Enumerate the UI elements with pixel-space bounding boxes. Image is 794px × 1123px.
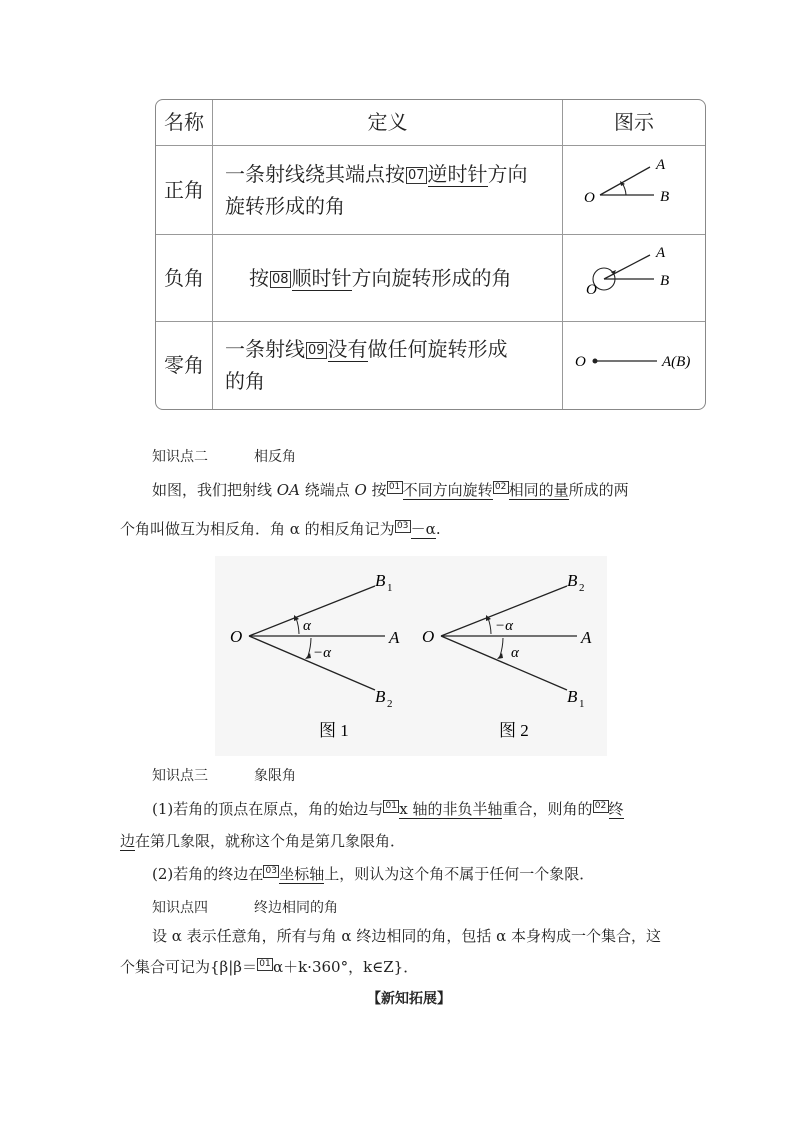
svg-text:B: B: [660, 189, 670, 205]
svg-text:A(B): A(B): [662, 353, 691, 370]
header-diagram: 图示: [563, 100, 706, 145]
svg-text:A: A: [656, 245, 666, 261]
row-name: 零角: [156, 321, 213, 409]
svg-text:1: 1: [387, 582, 393, 594]
svg-text:B: B: [567, 687, 578, 706]
svg-text:−α: −α: [313, 645, 331, 661]
svg-text:A: A: [656, 157, 666, 173]
svg-text:O: O: [584, 190, 595, 206]
svg-text:2: 2: [579, 582, 585, 594]
svg-text:图 1: 图 1: [319, 721, 349, 740]
section-heading-3: 知识点三 象限角: [152, 768, 296, 784]
svg-text:2: 2: [387, 698, 393, 710]
row-definition: 一条射线 09 没有做任何旋转形成 的角: [213, 321, 563, 409]
svg-text:B: B: [567, 571, 578, 590]
svg-text:α: α: [303, 618, 311, 634]
svg-text:O: O: [422, 627, 435, 646]
section-heading-4: 知识点四 终边相同的角: [152, 900, 338, 916]
svg-text:B: B: [375, 687, 386, 706]
svg-text:B: B: [375, 571, 386, 590]
svg-text:O: O: [230, 627, 243, 646]
k4-line1: 设 α 表示任意角，所有与角 α 终边相同的角，包括 α 本身构成一个集合，这: [152, 927, 661, 945]
header-definition: 定义: [213, 100, 563, 145]
row-definition: 按 08 顺时针方向旋转形成的角: [213, 234, 563, 321]
k3-line2: 边在第几象限，就称这个角是第几象限角．: [120, 832, 406, 850]
opposite-angle-figure: [215, 556, 607, 756]
k3-line3: (2)若角的终边在 03 坐标轴上，则认为这个角不属于任何一个象限．: [152, 865, 595, 883]
svg-text:1: 1: [579, 698, 585, 710]
svg-text:B: B: [660, 273, 670, 289]
k4-line2: 个集合可记为{β|β＝ 01 α＋k·360°，k∈Z}．: [120, 958, 419, 976]
positive-angle-diagram: [563, 145, 706, 234]
k2-paragraph-line1: 如图，我们把射线 OA 绕端点 O 按 01 不同方向旋转 02 相同的量所成的两: [152, 481, 629, 499]
svg-text:α: α: [511, 645, 519, 661]
negative-angle-diagram: [563, 234, 706, 321]
figure-2: [422, 571, 592, 740]
header-name: 名称: [156, 100, 213, 145]
row-definition: 一条射线绕其端点按 07 逆时针方向 旋转形成的角: [213, 145, 563, 234]
new-knowledge-expansion-heading: 【新知拓展】: [367, 991, 451, 1007]
svg-text:A: A: [581, 628, 592, 647]
row-name: 负角: [156, 234, 213, 321]
row-name: 正角: [156, 145, 213, 234]
zero-angle-diagram: [563, 321, 706, 409]
svg-text:O: O: [575, 353, 586, 370]
svg-text:A: A: [389, 628, 400, 647]
svg-text:图 2: 图 2: [499, 721, 529, 740]
k2-paragraph-line2: 个角叫做互为相反角．角 α 的相反角记为 03 －α.: [120, 520, 441, 538]
svg-text:−α: −α: [495, 618, 513, 634]
figure-1: [230, 571, 400, 740]
angle-definition-table: [155, 99, 706, 410]
k3-line1: (1)若角的顶点在原点，角的始边与 01 x 轴的非负半轴重合，则角的 02 终: [152, 800, 624, 818]
svg-text:O: O: [586, 282, 597, 298]
section-heading-2: 知识点二 相反角: [152, 449, 296, 465]
